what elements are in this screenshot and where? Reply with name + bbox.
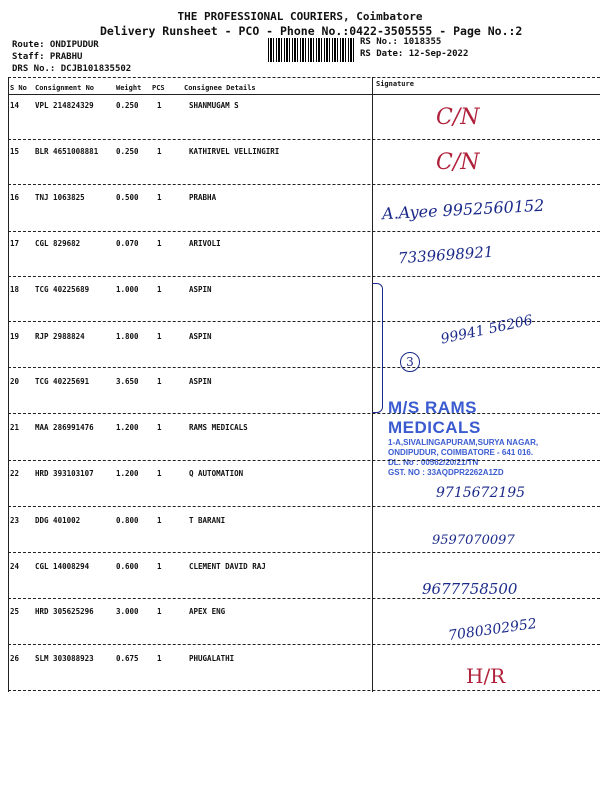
stamp-address-line: 1-A,SIVALINGAPURAM,SURYA NAGAR, (388, 438, 539, 447)
row-consignment: CGL 829682 (35, 239, 81, 248)
row-sno: 26 (10, 654, 20, 663)
row-consignee: ASPIN (189, 285, 212, 294)
signature-phone: 9677758500 (422, 580, 518, 598)
stamp-license-number: DL. No : 00562/20/21/TN (388, 458, 479, 467)
row-sno: 14 (10, 101, 20, 110)
document-title: THE PROFESSIONAL COURIERS, Coimbatore (177, 10, 423, 23)
row-consignee: CLEMENT DAVID RAJ (189, 562, 266, 571)
row-consignee: APEX ENG (189, 607, 226, 616)
col-header-signature: Signature (376, 80, 414, 88)
stamp-gst-number: GST. NO : 33AQDPR2262A1ZD (388, 468, 504, 477)
signature-circled-count: 3 (400, 352, 420, 372)
row-consignment: RJP 2988824 (35, 332, 85, 341)
row-weight: 1.000 (116, 285, 139, 294)
row-consignment: TNJ 1063825 (35, 193, 85, 202)
table-header-rule (8, 94, 600, 95)
row-consignment: TCG 40225691 (35, 377, 90, 386)
document-subtitle: Delivery Runsheet - PCO - Phone No.:0422-3505555 - Page No.:2 (100, 24, 523, 38)
rs-date: RS Date: 12-Sep-2022 (360, 49, 469, 59)
row-pcs: 1 (157, 332, 162, 341)
row-divider (8, 552, 600, 553)
row-consignment: HRD 393103107 (35, 469, 94, 478)
row-pcs: 1 (157, 516, 162, 525)
row-consignment: MAA 286991476 (35, 423, 94, 432)
row-consignment: TCG 40225689 (35, 285, 90, 294)
row-weight: 0.600 (116, 562, 139, 571)
row-consignee: SHANMUGAM S (189, 101, 239, 110)
row-pcs: 1 (157, 285, 162, 294)
row-weight: 0.675 (116, 654, 139, 663)
row-weight: 0.500 (116, 193, 139, 202)
row-sno: 21 (10, 423, 20, 432)
row-consignee: KATHIRVEL VELLINGIRI (189, 147, 280, 156)
row-divider (8, 506, 600, 507)
row-divider (8, 644, 600, 645)
drs-number: DRS No.: DCJB101835502 (12, 64, 132, 74)
row-consignment: HRD 305625296 (35, 607, 94, 616)
row-divider (8, 184, 600, 185)
row-divider (8, 460, 600, 461)
row-consignment: CGL 14008294 (35, 562, 90, 571)
row-weight: 3.650 (116, 377, 139, 386)
row-sno: 20 (10, 377, 20, 386)
grouping-bracket (372, 283, 383, 413)
row-consignment: DDG 401002 (35, 516, 81, 525)
row-sno: 18 (10, 285, 20, 294)
col-header-pcs: PCS (152, 84, 165, 92)
row-consignee: ARIVOLI (189, 239, 221, 248)
signature-phone: 7339698921 (397, 242, 494, 268)
row-divider (8, 231, 600, 232)
row-weight: 1.800 (116, 332, 139, 341)
row-pcs: 1 (157, 562, 162, 571)
row-weight: 0.250 (116, 101, 139, 110)
row-pcs: 1 (157, 607, 162, 616)
barcode (268, 38, 356, 62)
row-pcs: 1 (157, 423, 162, 432)
row-consignee: PHUGALATHI (189, 654, 235, 663)
signature-phone: 99941 56206 (439, 312, 535, 348)
row-weight: 3.000 (116, 607, 139, 616)
row-consignee: Q AUTOMATION (189, 469, 244, 478)
row-pcs: 1 (157, 469, 162, 478)
col-header-consignment: Consignment No (35, 84, 95, 92)
row-weight: 1.200 (116, 469, 139, 478)
row-weight: 0.250 (116, 147, 139, 156)
row-consignment: SLM 303088923 (35, 654, 94, 663)
row-divider (8, 139, 600, 140)
row-consignee: PRABHA (189, 193, 217, 202)
staff-label: Staff: PRABHU (12, 52, 83, 62)
row-sno: 24 (10, 562, 20, 571)
row-sno: 25 (10, 607, 20, 616)
row-pcs: 1 (157, 147, 162, 156)
stamp-name: M/S RAMS MEDICALS (388, 398, 481, 437)
row-sno: 17 (10, 239, 20, 248)
col-header-weight: Weight (116, 84, 142, 92)
signature-cn: C/N (436, 105, 480, 130)
table-bottom-rule (8, 690, 600, 691)
rs-number: RS No.: 1018355 (360, 37, 442, 47)
pharmacy-stamp (388, 398, 563, 477)
signature-hr: H/R (466, 664, 506, 688)
row-weight: 0.800 (116, 516, 139, 525)
signature-phone: 7080302952 (447, 615, 538, 645)
stamp-address-line: ONDIPUDUR, COIMBATORE - 641 016. (388, 448, 534, 457)
row-consignment: VPL 214824329 (35, 101, 94, 110)
row-pcs: 1 (157, 193, 162, 202)
table-top-rule (8, 77, 600, 78)
row-consignee: ASPIN (189, 377, 212, 386)
row-pcs: 1 (157, 654, 162, 663)
row-weight: 1.200 (116, 423, 139, 432)
row-consignment: BLR 4651008881 (35, 147, 99, 156)
row-sno: 22 (10, 469, 20, 478)
row-sno: 15 (10, 147, 20, 156)
row-sno: 23 (10, 516, 20, 525)
row-consignee: T BARANI (189, 516, 226, 525)
col-header-consignee: Consignee Details (184, 84, 256, 92)
signature-phone: A.Ayee 9952560152 (381, 195, 545, 224)
row-divider (8, 367, 600, 368)
signature-phone: 9597070097 (432, 533, 515, 548)
row-pcs: 1 (157, 101, 162, 110)
signature-phone: 9715672195 (436, 485, 526, 501)
row-divider (8, 276, 600, 277)
row-divider (8, 598, 600, 599)
row-sno: 19 (10, 332, 20, 341)
row-pcs: 1 (157, 377, 162, 386)
row-sno: 16 (10, 193, 20, 202)
route-label: Route: ONDIPUDUR (12, 40, 99, 50)
col-header-sno: S No (10, 84, 27, 92)
row-consignee: ASPIN (189, 332, 212, 341)
signature-cn: C/N (436, 150, 480, 175)
row-weight: 0.070 (116, 239, 139, 248)
table-left-border (8, 77, 9, 692)
row-consignee: RAMS MEDICALS (189, 423, 248, 432)
row-pcs: 1 (157, 239, 162, 248)
